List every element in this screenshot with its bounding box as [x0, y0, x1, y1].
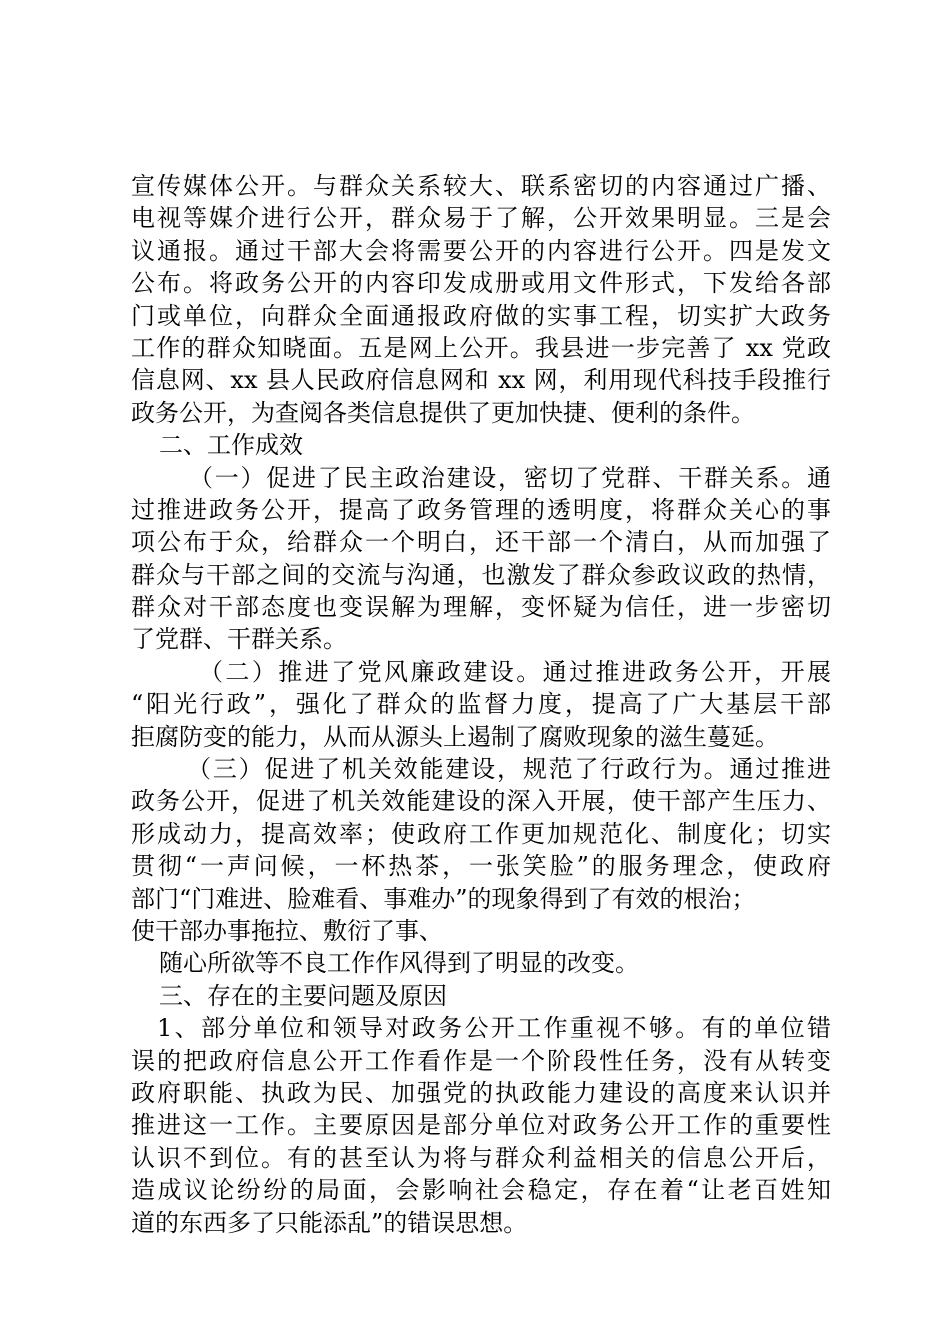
body-line: 形成动力，提高效率；使政府工作更加规范化、制度化；切实	[131, 819, 831, 848]
body-line: 部门“门难进、脸难看、事难办”的现象得到了有效的根治；	[131, 884, 756, 913]
body-line: 门或单位，向群众全面通报政府做的实事工程，切实扩大政务	[131, 301, 831, 330]
body-line: 宣传媒体公开。与群众关系较大、联系密切的内容通过广播、	[131, 172, 831, 200]
body-line: 认识不到位。有的甚至认为将与群众利益相关的信息公开后，	[131, 1143, 831, 1172]
body-line: 贯彻“一声问候，一杯热茶，一张笑脸”的服务理念，使政府	[131, 852, 831, 881]
body-line: 政务公开，促进了机关效能建设的深入开展，使干部产生压力、	[131, 787, 831, 816]
body-line: 政府职能、执政为民、加强党的执政能力建设的高度来认识并	[131, 1078, 831, 1107]
body-line: 过推进政务公开，提高了政务管理的透明度，将群众关心的事	[131, 495, 831, 524]
body-line: 公布。将政务公开的内容印发成册或用文件形式，下发给各部	[131, 269, 831, 298]
document-body	[131, 170, 831, 1239]
subsection-heading: （一）促进了民主政治建设，密切了党群、干群关系。通	[189, 463, 831, 492]
subsection-heading: （三）促进了机关效能建设，规范了行政行为。通过推进	[187, 755, 831, 784]
body-line: 群众对干部态度也变误解为理解，变怀疑为信任，进一步密切	[131, 593, 831, 622]
body-line: 道的东西多了只能添乱”的错误思想。	[131, 1208, 528, 1237]
section-heading: 三、存在的主要问题及原因	[159, 981, 447, 1010]
body-line: 拒腐防变的能力，从而从源头上遏制了腐败现象的滋生蔓延。	[131, 722, 779, 751]
body-line: 随心所欲等不良工作作风得到了明显的改变。	[159, 949, 639, 978]
subsection-heading: （二）推进了党风廉政建设。通过推进政务公开，开展	[199, 657, 831, 686]
body-line: 电视等媒介进行公开，群众易于了解，公开效果明显。三是会	[131, 204, 831, 233]
body-line: 造成议论纷纷的局面，会影响社会稳定，存在着“让老百姓知	[131, 1176, 831, 1205]
body-line: 信息网、xx 县人民政府信息网和 xx 网，利用现代科技手段推行	[131, 366, 831, 395]
body-line: 使干部办事拖拉、敷衍了事、	[131, 916, 443, 945]
body-line: 议通报。通过干部大会将需要公开的内容进行公开。四是发文	[131, 236, 831, 265]
body-line: 项公布于众，给群众一个明白，还干部一个清白，从而加强了	[131, 528, 831, 557]
body-line: 群众与干部之间的交流与沟通，也激发了群众参政议政的热情，	[131, 560, 831, 589]
body-line: 推进这一工作。主要原因是部分单位对政务公开工作的重要性	[131, 1111, 831, 1140]
body-line: 了党群、干群关系。	[131, 625, 347, 654]
body-line: “阳光行政”，强化了群众的监督力度，提高了广大基层干部	[131, 690, 831, 719]
body-line: 政务公开，为查阅各类信息提供了更加快捷、便利的条件。	[131, 398, 755, 427]
body-line: 1、部分单位和领导对政务公开工作重视不够。有的单位错	[157, 1014, 831, 1043]
body-line: 工作的群众知晓面。五是网上公开。我县进一步完善了 xx 党政	[131, 333, 831, 362]
section-heading: 二、工作成效	[159, 431, 303, 460]
body-line: 误的把政府信息公开工作看作是一个阶段性任务，没有从转变	[131, 1046, 831, 1075]
